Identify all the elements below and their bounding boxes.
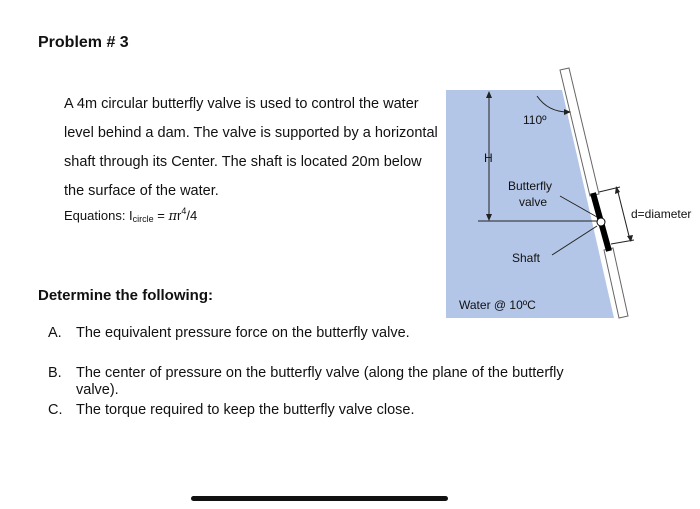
equation-pi: π (168, 209, 178, 224)
angle-label: 110º (523, 113, 547, 127)
diameter-label: d=diameter (631, 207, 692, 221)
water-label: Water @ 10ºC (459, 298, 536, 312)
problem-title: Problem # 3 (38, 34, 129, 51)
diameter-ext-bottom (611, 240, 634, 244)
list-text: The equivalent pressure force on the butterfly valve. (76, 325, 410, 341)
list-marker: A. (48, 325, 62, 341)
height-label: H (484, 151, 493, 165)
shaft-label: Shaft (512, 251, 541, 265)
equation-middle: = (153, 208, 169, 223)
determine-heading: Determine the following: (38, 287, 214, 304)
diameter-dimension-line (617, 188, 630, 240)
equation-r: r (177, 208, 182, 223)
equation-line (64, 206, 197, 224)
equation-suffix: /4 (186, 208, 198, 223)
list-marker: C. (48, 402, 63, 418)
list-text: The center of pressure on the butterfly valve (along the plane of the butterfly valve). (76, 365, 564, 398)
equation-prefix: Equations: I (64, 208, 133, 223)
list-marker: B. (48, 365, 62, 381)
equation-superscript: 4 (181, 206, 187, 216)
problem-paragraph: A 4m circular butterfly valve is used to control the water level behind a dam. The valve is supported by a horizontal shaft through its Center. The shaft is located 20m below the surface of the water. (64, 96, 438, 199)
equation-subscript: circle (132, 214, 154, 224)
list-text: The torque required to keep the butterfly valve close. (76, 402, 415, 418)
valve-label-line2: valve (519, 195, 548, 209)
home-indicator-bar[interactable] (191, 496, 448, 501)
valve-label-line1: Butterfly (508, 179, 553, 193)
shaft-pin (597, 218, 605, 226)
